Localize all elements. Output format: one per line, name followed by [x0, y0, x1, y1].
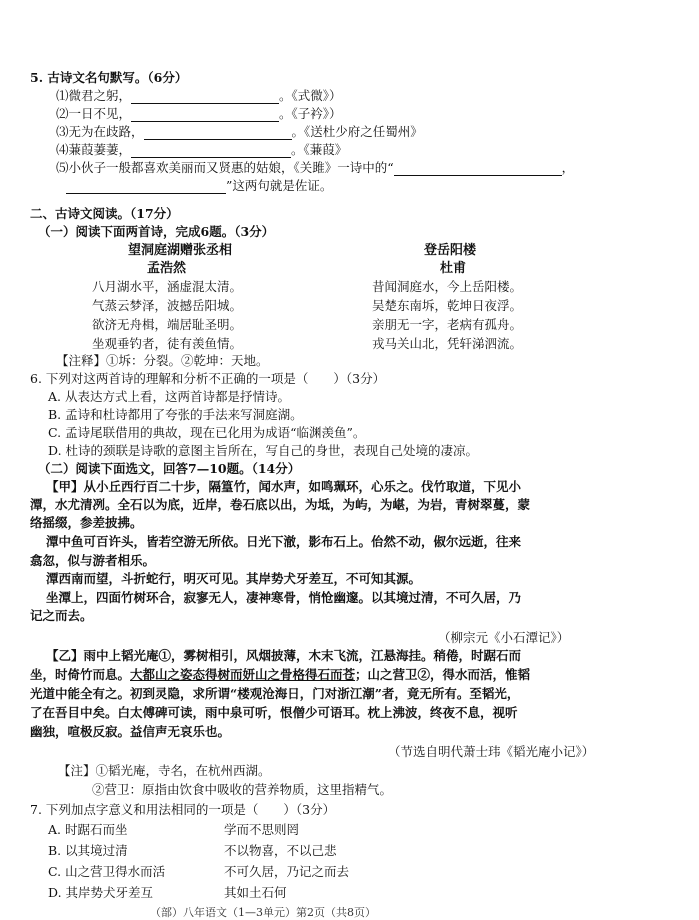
poem-note: 【注释】①坼：分裂。②乾坤：天地。	[56, 353, 269, 368]
poem-1-title: 望洞庭湖赠张丞相	[128, 243, 233, 258]
q6-option-d[interactable]: D. 杜诗的颈联是诗歌的意图主旨所在，写自己的身世，表现自己处境的凄凉。	[48, 443, 479, 458]
q7-option-a-left[interactable]: A. 时踞石而坐	[48, 822, 128, 837]
section-2-title: 二、古诗文阅读。（17分）	[30, 206, 179, 221]
jia-p4-line-1: 坐潭上，四面竹树环合，寂寥无人，凄神寒骨，悄怆幽邃。以其境过清，不可久居，乃	[46, 590, 522, 605]
q7-option-c-right: 不可久居，乃记之而去	[224, 864, 350, 879]
yi-line-2	[30, 667, 530, 683]
note-2-line-1: 【注】①韬光庵，寺名，在杭州西湖。	[58, 763, 271, 778]
jia-p1-line-3: 络摇缀，参差披拂。	[30, 515, 143, 530]
poem-1-line-1: 八月湖水平，涵虚混太清。	[92, 279, 243, 294]
q5-item-4-prompt: ⑷蒹葭萋萋，	[56, 142, 132, 157]
q5-item-2	[56, 106, 342, 122]
section-2-sub-2: （二）阅读下面选文，回答7—10题。（14分）	[38, 461, 301, 476]
q5-item-4-blank[interactable]	[131, 145, 291, 158]
q5-item-1-blank[interactable]	[131, 91, 279, 104]
q5-item-2-prompt: ⑵一日不见，	[56, 106, 132, 121]
note-2-line-2: ②营卫：原指由饮食中吸收的营养物质，这里指精气。	[92, 782, 393, 797]
q6-option-c[interactable]: C. 孟诗尾联借用的典故，现在已化用为成语“临渊羡鱼”。	[48, 425, 366, 440]
yi-line-3: 光道中能全有之。初到灵隐，求所谓“楼观沧海日，门对浙江潮”者，竟无所有。至韬光，	[30, 686, 520, 701]
q6-option-a[interactable]: A. 从表达方式上看，这两首诗都是抒情诗。	[48, 389, 290, 404]
q5-item-4-source: 。《蒹葭》	[291, 142, 348, 157]
q7-option-a-right: 学而不思则罔	[224, 822, 300, 837]
jia-p4-line-2: 记之而去。	[30, 608, 93, 623]
q5-title: 5. 古诗文名句默写。（6分）	[30, 70, 188, 85]
q5-item-3-blank[interactable]	[144, 127, 292, 140]
yi-underlined-sentence: 大都山之姿态得树而妍山之骨格得石而苍	[130, 667, 356, 682]
jia-p2-line-2: 翕忽，似与游者相乐。	[30, 553, 156, 568]
q5-item-1-source: 。《式微》）	[279, 88, 342, 103]
q7-option-d-right: 其如土石何	[224, 885, 287, 900]
q7-option-d-left[interactable]: D. 其岸势犬牙差互	[48, 885, 154, 900]
poem-2-title: 登岳阳楼	[424, 243, 477, 258]
poem-1-author: 孟浩然	[147, 261, 187, 276]
q5-item-3-prompt: ⑶无为在歧路，	[56, 124, 144, 139]
poem-1-line-2: 气蒸云梦泽，波撼岳阳城。	[92, 298, 243, 313]
q5-item-4	[56, 142, 347, 158]
q5-item-1-prompt: ⑴微君之躬，	[56, 88, 132, 103]
yi-source: （节选自明代萧士玮《韬光庵小记》）	[388, 744, 595, 759]
poem-1-line-4: 坐观垂钓者，徒有羡鱼情。	[92, 336, 243, 351]
yi-line-4: 了在吾目中矣。白太傅碑可读，雨中泉可听，恨僧少可语耳。枕上沸波，终夜不息，视听	[30, 705, 518, 720]
q7-option-c-left[interactable]: C. 山之营卫得水而活	[48, 864, 166, 879]
yi-line-2-start: 坐，时倚竹而息。	[30, 667, 131, 682]
poem-2-author: 杜甫	[440, 261, 467, 276]
q5-item-5-tail: ”这两句就是佐证。	[226, 178, 333, 193]
q6-option-b[interactable]: B. 孟诗和杜诗都用了夸张的手法来写洞庭湖。	[48, 407, 303, 422]
q5-item-3	[56, 124, 423, 140]
q5-item-5-blank-2[interactable]	[66, 181, 226, 194]
q5-item-5-line2	[66, 178, 332, 194]
poem-2-line-3: 亲朋无一字，老病有孤舟。	[372, 317, 523, 332]
q5-item-2-source: 。《子衿》）	[279, 106, 342, 121]
section-2-sub-1: （一）阅读下面两首诗，完成6题。（3分）	[38, 224, 275, 239]
yi-line-1: 【乙】雨中上韬光庵①，雾树相引，风烟披薄，木末飞流，江悬海挂。稍倦，时踞石而	[46, 648, 522, 663]
q5-item-2-blank[interactable]	[131, 109, 279, 122]
poem-2-line-4: 戎马关山北，凭轩涕泗流。	[372, 336, 523, 351]
q6-title: 6. 下列对这两首诗的理解和分析不正确的一项是（ ）（3分）	[30, 371, 386, 386]
jia-p2-line-1: 潭中鱼可百许头，皆若空游无所依。日光下澈，影布石上。佁然不动，俶尔远逝，往来	[46, 534, 522, 549]
q7-option-b-left[interactable]: B. 以其境过清	[48, 843, 128, 858]
q5-item-5-prompt: ⑸小伙子一般都喜欢美丽而又贤惠的姑娘，《关雎》一诗中的“	[56, 160, 394, 175]
yi-line-5: 幽独，喧极反寂。益信声无哀乐也。	[30, 724, 231, 739]
poem-1-line-3: 欲济无舟楫，端居耻圣明。	[92, 317, 243, 332]
q7-option-b-right: 不以物喜，不以己悲	[224, 843, 337, 858]
yi-line-2-end: ；山之营卫②，得水而活，惟韬	[355, 667, 531, 682]
q7-title: 7. 下列加点字意义和用法相同的一项是（ ）（3分）	[30, 802, 336, 817]
poem-2-line-1: 昔闻洞庭水，今上岳阳楼。	[372, 279, 523, 294]
q5-item-5-comma: ，	[561, 160, 575, 175]
q5-item-1	[56, 88, 342, 104]
jia-p3-line-1: 潭西南而望，斗折蛇行，明灭可见。其岸势犬牙差互，不可知其源。	[46, 571, 422, 586]
jia-p1-line-1: 【甲】从小丘西行百二十步，隔篁竹，闻水声，如鸣珮环，心乐之。伐竹取道，下见小	[46, 479, 522, 494]
q5-item-3-source: 。《送杜少府之任蜀州》	[291, 124, 423, 139]
q5-item-5-line1	[56, 160, 574, 176]
poem-2-line-2: 吴楚东南坼，乾坤日夜浮。	[372, 298, 523, 313]
jia-source: （柳宗元《小石潭记》）	[438, 630, 570, 645]
jia-p1-line-2: 潭，水尤清冽。全石以为底，近岸，卷石底以出，为坻，为屿，为嵁，为岩，青树翠蔓，蒙	[30, 497, 531, 512]
q5-item-5-blank-1[interactable]	[394, 163, 562, 176]
page-footer: （部）八年语文（1—3单元）第2页（共8页）	[150, 906, 376, 919]
